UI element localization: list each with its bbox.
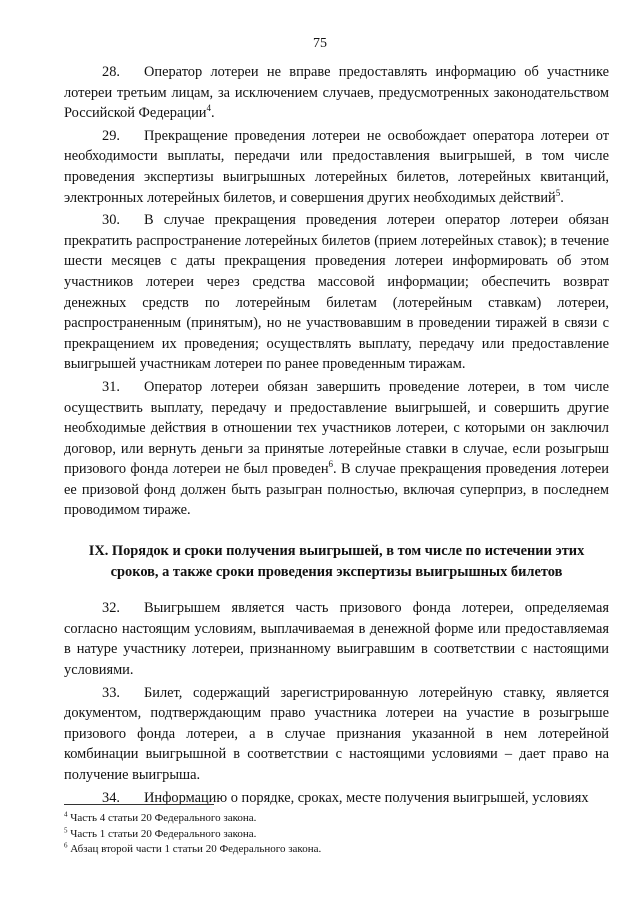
paragraph-number: 29. [102,127,120,144]
paragraph-text: Выигрышем является часть призового фонда лотереи, определяемая согласно настоящим условиям, выплачиваемая в денежной форме или предоставляемая в натуре участнику лотереи, признанному выигравшим в соответствии с настоящими условиями. [64,600,609,679]
paragraph-33 [64,683,609,786]
paragraph-32 [64,598,609,680]
footnote-item [64,842,609,858]
paragraph-text: В случае прекращения проведения лотереи оператор лотереи обязан прекратить распространение лотерейных билетов (прием лотерейных ставок); в течение шести месяцев с даты прекращения проведения лотереи информировать об этом участников лотереи через средства массовой информации; обеспечить возврат денежных средств по лотерейным билетам (лотерейным ставкам) лотереи, распространенным (принятым), но не участвовавшим в проведении тиражей в связи с прекращением их проведения; осуществлять выплату, передачу или предоставление выигрышей участникам лотереи по ранее проведенным тиражам. [64,212,609,373]
footnote-item [64,827,609,843]
paragraph-text: Информацию о порядке, сроках, месте получения выигрышей, условиях [144,789,589,806]
footnote-text: Абзац второй части 1 статьи 20 Федерального закона. [70,843,322,855]
paragraph-text: Оператор лотереи обязан завершить проведение лотереи, в том числе осуществить выплату, передачу и предоставление выигрышей, и совершить другие необходимые действия в отношении тех участников лотереи, с которыми он заключил договор, или вернуть деньги за принятые лотерейные ставки в случае, если розыгрыш призового фонда лотереи не был проведен [64,378,609,478]
paragraph-number: 32. [102,600,120,617]
paragraph-tail: . [210,105,215,122]
footnote-text: Часть 4 статьи 20 Федерального закона. [70,812,257,824]
paragraph-text: Билет, содержащий зарегистрированную лотерейную ставку, является документом, подтверждающим право участника лотереи на участие в розыгрыше призового фонда лотереи, а в случае признания указанной в нем лотерейной комбинации выигрышной в соответствии с настоящими условиями – дает право на получение выигрыша. [64,684,609,783]
paragraph-28 [64,62,609,124]
paragraph-30 [64,210,609,375]
paragraph-text: Оператор лотереи не вправе предоставлять информацию об участнике лотереи третьим лицам, за исключением случаев, предусмотренных законодательством Российской Федерации [64,64,609,122]
footnote-divider [64,804,214,805]
page-number: 75 [313,36,327,51]
paragraph-number: 33. [102,684,120,701]
paragraph-number: 31. [102,378,120,395]
paragraph-text: Прекращение проведения лотереи не освобождает оператора лотереи от необходимости выплаты, передачи или предоставления выигрышей, в том числе проведения экспертизы выигрышных лотерейных билетов, лотерейных квитанций, электронных лотерейных билетов, и совершения других необходимых действий [64,127,609,206]
footnote-mark: 5 [64,825,68,834]
footnote-ref: 5 [555,187,561,198]
paragraph-number: 34. [102,789,120,806]
footnote-text: Часть 1 статьи 20 Федерального закона. [70,827,257,840]
paragraph-tail: . [560,189,564,206]
footnote-item [64,811,609,827]
paragraph-number: 28. [102,64,120,80]
page-content [64,62,609,810]
paragraph-29 [64,126,609,208]
paragraph-31 [64,377,609,521]
footnote-mark: 4 [64,810,68,819]
section-heading: IX. Порядок и сроки получения выигрышей, в том числе по истечении этих сроков, а также сроки проведения экспертизы выигрышных билетов [88,543,585,580]
footnote-ref: 4 [206,103,211,114]
footnote-mark: 6 [64,841,68,850]
paragraph-tail: . В случае прекращения проведения лотереи ее призовой фонд должен быть разыгран полностью, включая суперприз, в последнем проводимом тираже. [64,461,610,519]
paragraph-number: 30. [102,212,120,229]
footnotes [64,804,609,858]
footnote-ref: 6 [328,459,334,470]
